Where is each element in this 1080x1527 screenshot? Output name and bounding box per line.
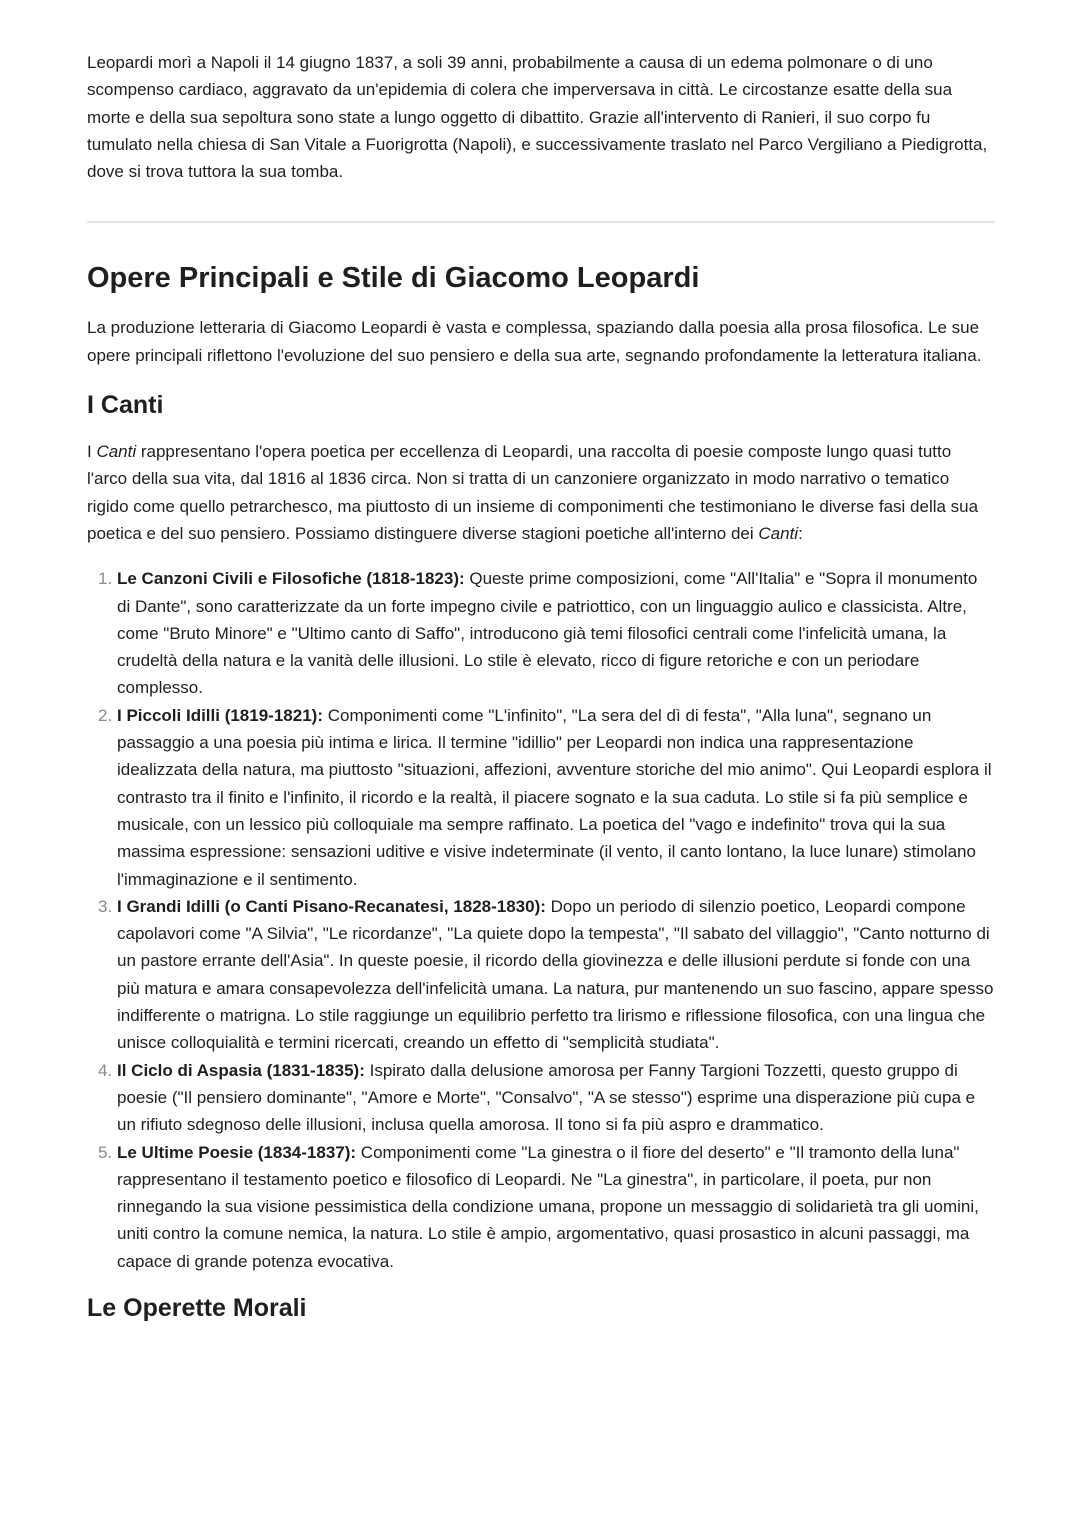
item-title: I Grandi Idilli (o Canti Pisano-Recanatesi, 1828-1830): [117,896,546,916]
divider [87,221,995,223]
item-text: Ispirato dalla delusione amorosa per Fanny Targioni Tozzetti, questo gruppo di poesie ("Il pensiero dominante", "Amore e Morte", "Consalvo", "A se stesso") esprime una disperazione più cupa e un rifiuto sdegnoso delle illusioni, inclusa quella amorosa. Il tono si fa più aspro e drammatico. [117,1060,976,1135]
canti-intro [87,438,995,547]
paragraph-death: Leopardi morì a Napoli il 14 giugno 1837, a soli 39 anni, probabilmente a causa di un edema polmonare o di uno scompenso cardiaco, aggravato da un'epidemia di colera che imperversava in città. Le circostanze esatte della sua morte e della sua sepoltura sono state a lungo oggetto di dibattito. Grazie all'intervento di Ranieri, il suo corpo fu tumulato nella chiesa di San Vitale a Fuorigrotta (Napoli), e successivamente traslato nel Parco Vergiliano a Piedigrotta, dove si trova tuttora la sua tomba. [87,53,988,182]
item-title: Il Ciclo di Aspasia (1831-1835): [117,1060,365,1080]
list-item [98,565,995,701]
item-text: Componimenti come "La ginestra o il fiore del deserto" e "Il tramonto della luna" rappresentano il testamento poetico e filosofico di Leopardi. Ne "La ginestra", in particolare, il poeta, pur non rinnegando la sua visione pessimistica della condizione umana, propone un messaggio di solidarietà tra gli uomini, uniti contro la comune nemica, la natura. Lo stile è ampio, argomentativo, quasi prosastico in alcuni passaggi, ma capace di grande potenza evocativa. [117,1142,979,1271]
list-number: 4. [98,1060,113,1080]
section-intro: La produzione letteraria di Giacomo Leopardi è vasta e complessa, spaziando dalla poesia alla prosa filosofica. Le sue opere principali riflettono l'evoluzione del suo pensiero e della sua arte, segnando profondamente la letteratura italiana. [87,318,982,365]
text: I [87,442,97,462]
document-body [87,49,995,1324]
list-item [98,1057,995,1139]
item-text: Componimenti come "L'infinito", "La sera del dì di festa", "Alla luna", segnano un passaggio a una poesia più intima e lirica. Il termine "idillio" per Leopardi non indica una rappresentazione idealizzata della natura, ma piuttosto "situazioni, affezioni, avventure storiche del mio animo". Qui Leopardi esplora il contrasto tra il finito e l'infinito, il ricordo e la realtà, il piacere sognato e la sua caduta. Lo stile si fa più semplice e musicale, con un lessico più colloquiale ma sempre raffinato. La poetica del "vago e indefinito" trova qui la sua massima espressione: sensazioni uditive e visive indeterminate (il vento, il canto lontano, la luce lunare) stimolano l'immaginazione e il sentimento. [117,705,992,889]
list-number: 1. [98,569,113,589]
list-number: 5. [98,1142,113,1162]
section-title: Opere Principali e Stile di Giacomo Leopardi [87,262,700,295]
item-title: Le Ultime Poesie (1834-1837): [117,1142,357,1162]
list-item [98,1139,995,1275]
italic-title: Canti [758,523,799,543]
list-item [98,702,995,893]
list-number: 2. [98,705,113,725]
item-text: Dopo un periodo di silenzio poetico, Leopardi compone capolavori come "A Silvia", "Le ricordanze", "La quiete dopo la tempesta", "Il sabato del villaggio", "Canto notturno di un pastore errante dell'Asia". In queste poesie, il ricordo della giovinezza e delle illusioni perdute si fonde con una più matura e amara consapevolezza dell'infelicità umana. La natura, pur mantenendo un suo fascino, appare spesso indifferente o matrigna. Lo stile raggiunge un equilibrio perfetto tra lirismo e riflessione filosofica, con una lingua che unisce colloquialità e termini ricercati, creando un effetto di "semplicità studiata". [117,896,994,1053]
canti-list [87,565,995,1275]
item-title: Le Canzoni Civili e Filosofiche (1818-1823): [117,569,465,589]
operette-heading: Le Operette Morali [87,1293,307,1322]
item-title: I Piccoli Idilli (1819-1821): [117,705,323,725]
canti-heading: I Canti [87,391,164,420]
italic-title: Canti [96,442,137,462]
text: : [798,523,803,543]
text: rappresentano l'opera poetica per eccellenza di Leopardi, una raccolta di poesie composte lungo quasi tutto l'arco della sua vita, dal 1816 al 1836 circa. Non si tratta di un canzoniere organizzato in modo narrativo o tematico rigido come quello petrarchesco, ma piuttosto di un insieme di componimenti che testimoniano le diverse fasi della sua poetica e del suo pensiero. Possiamo distinguere diverse stagioni poetiche all'interno dei [87,442,979,543]
list-number: 3. [98,896,113,916]
item-text: Queste prime composizioni, come "All'Italia" e "Sopra il monumento di Dante", sono caratterizzate da un forte impegno civile e patriottico, con un linguaggio aulico e classicista. Altre, come "Bruto Minore" e "Ultimo canto di Saffo", introducono già temi filosofici centrali come l'infelicità umana, la crudeltà della natura e la vanità delle illusioni. Lo stile è elevato, ricco di figure retoriche e con un periodare complesso. [117,569,978,698]
list-item [98,893,995,1057]
